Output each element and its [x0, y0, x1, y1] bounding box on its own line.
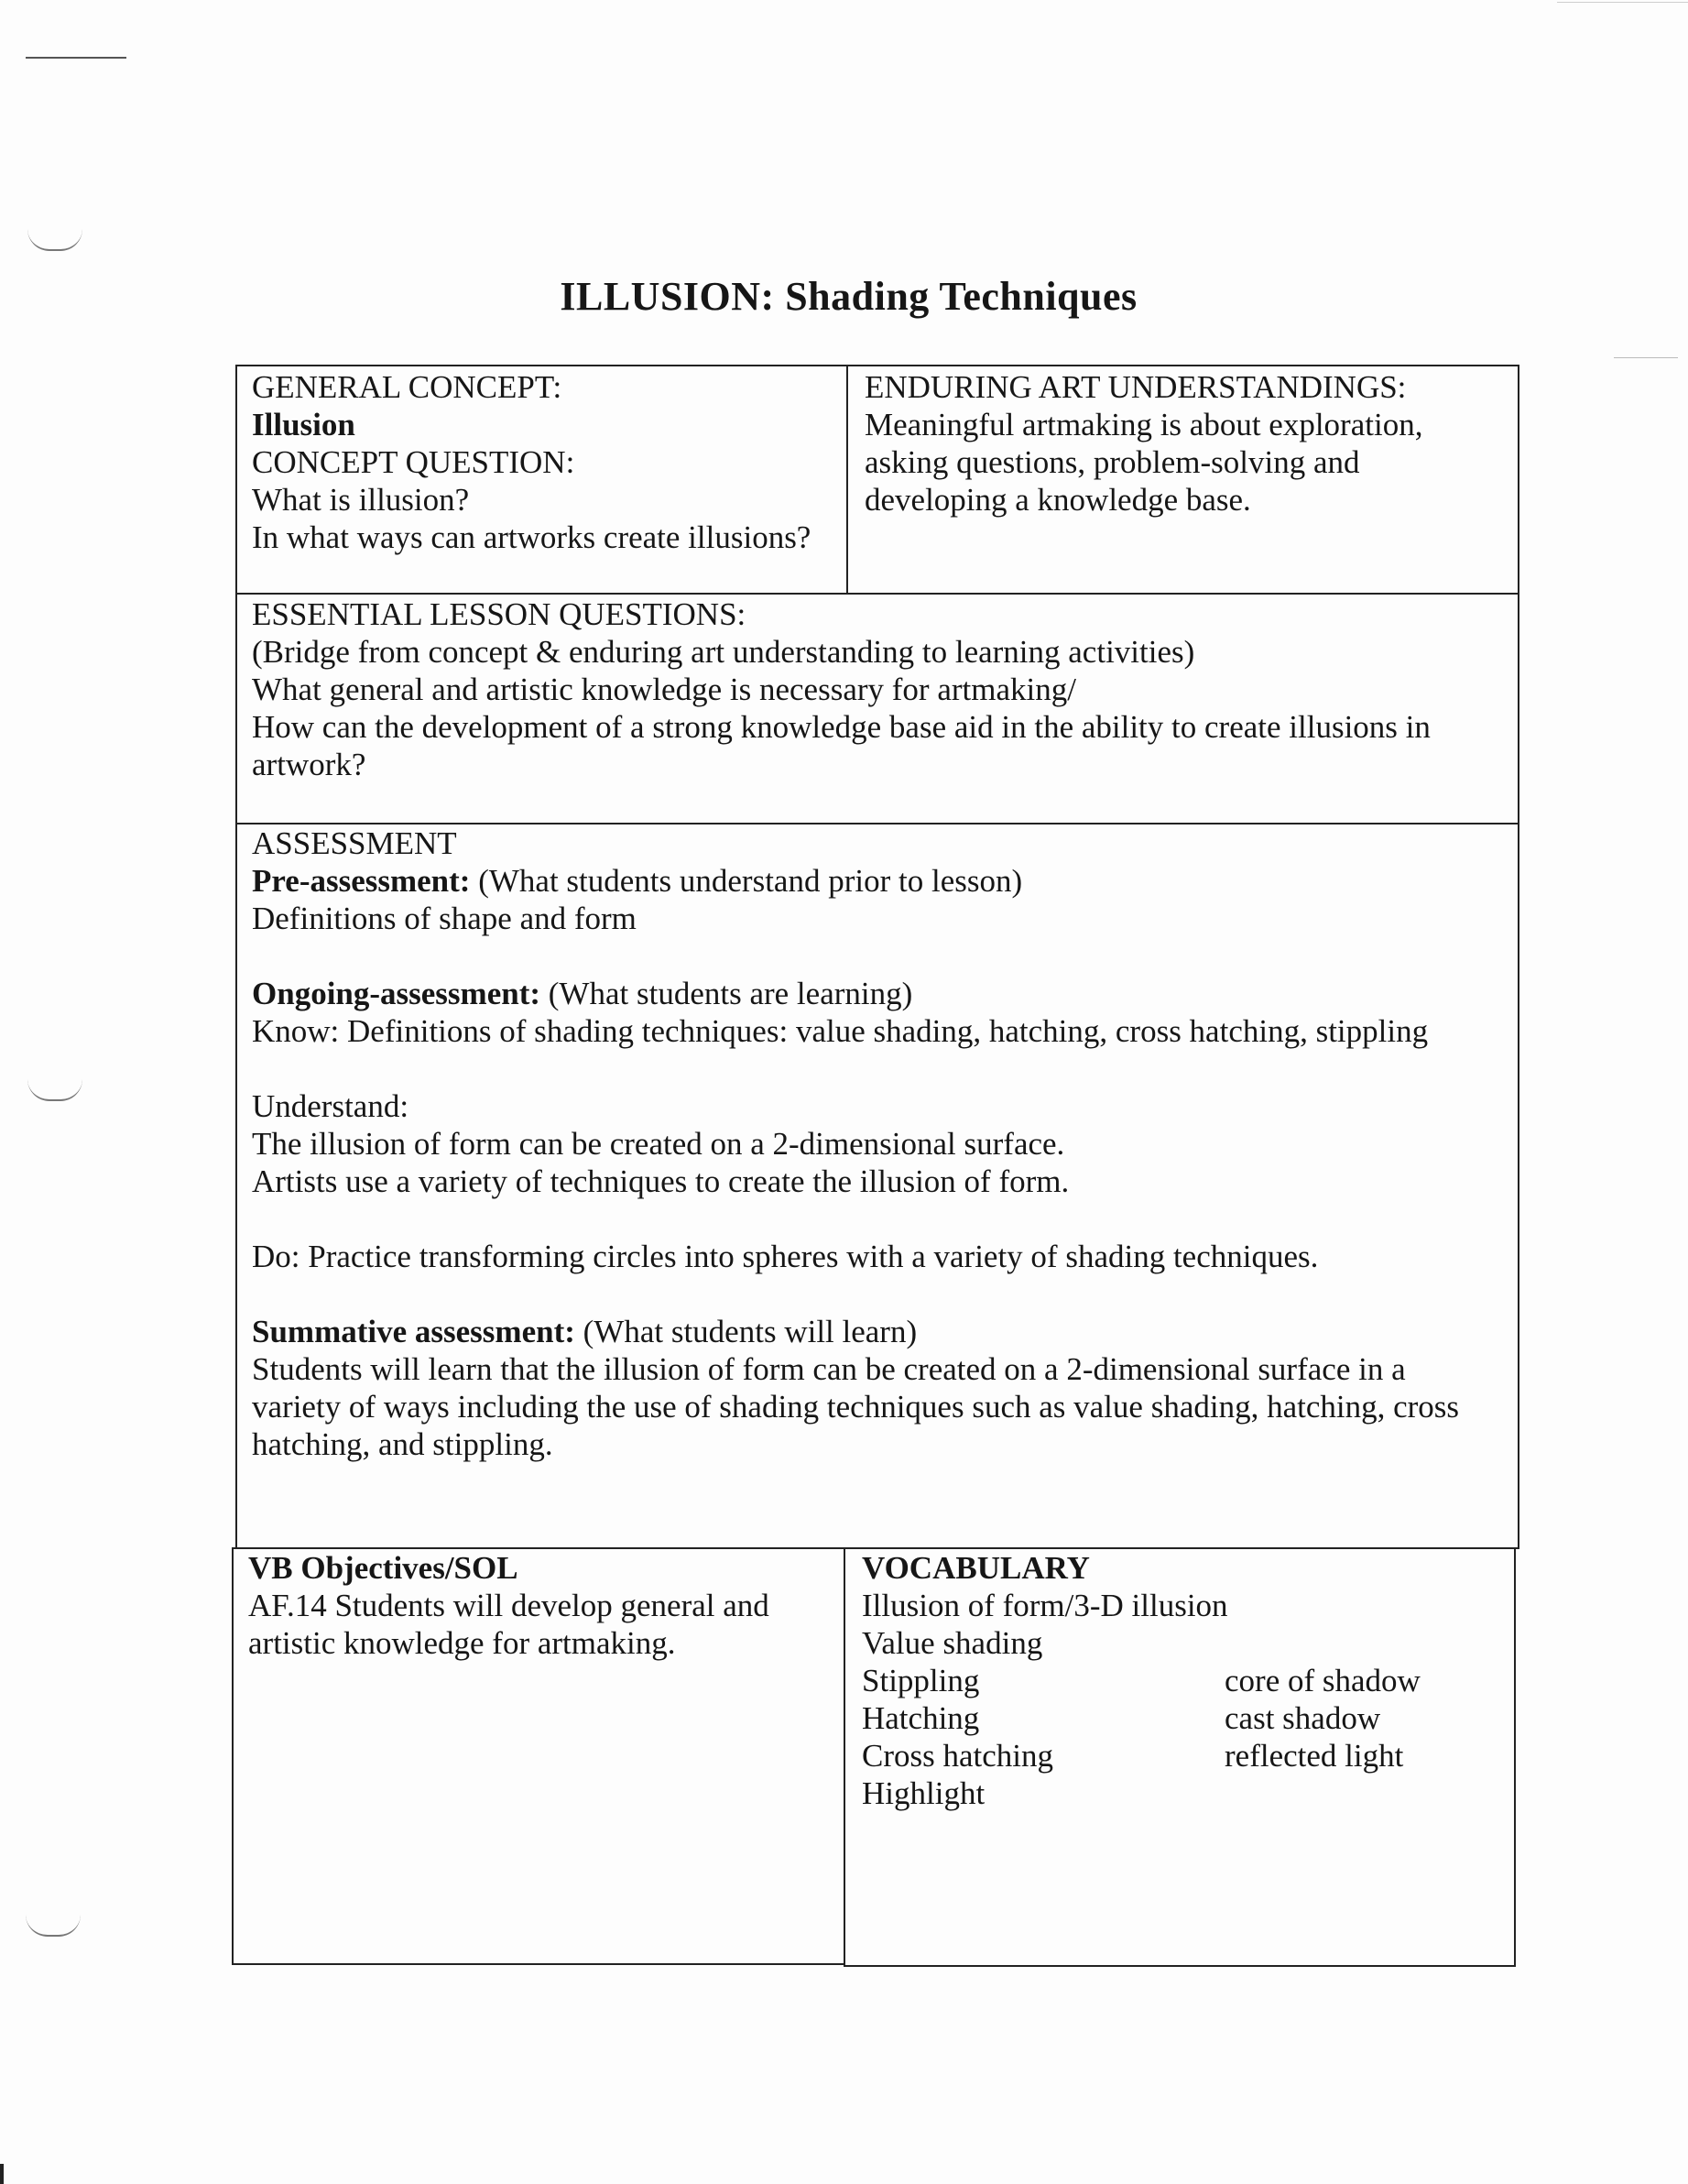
understand-line-2: Artists use a variety of techniques to create the illusion of form.: [252, 1163, 1070, 1199]
concept-question-heading: CONCEPT QUESTION:: [252, 444, 575, 480]
vocabulary-term: Highlight: [862, 1775, 986, 1811]
essential-line-1: (Bridge from concept & enduring art understanding to learning activities): [252, 634, 1195, 670]
enduring-line-2: asking questions, problem-solving and: [865, 444, 1360, 480]
concept-question-2: In what ways can artworks create illusions?: [252, 519, 811, 555]
vocabulary-term: cast shadow: [1225, 1700, 1381, 1736]
spacer: [252, 1275, 1503, 1313]
essential-line-2: What general and artistic knowledge is necessary for artmaking/: [252, 672, 1076, 707]
punch-hole-mark: [27, 1079, 82, 1101]
pre-assessment-text: Definitions of shape and form: [252, 901, 637, 936]
pre-assessment-label: Pre-assessment:: [252, 863, 471, 899]
ongoing-assessment-label: Ongoing-assessment:: [252, 976, 541, 1011]
summative-assessment-note: (What students will learn): [574, 1314, 918, 1349]
vocabulary-term: Stippling: [862, 1663, 980, 1698]
enduring-line-3: developing a knowledge base.: [865, 482, 1251, 518]
vocabulary-term: Value shading: [862, 1625, 1043, 1661]
vocabulary-term: core of shadow: [1225, 1663, 1421, 1698]
assessment-heading: ASSESSMENT: [252, 825, 457, 861]
vocabulary-term: Hatching: [862, 1700, 980, 1736]
enduring-heading: ENDURING ART UNDERSTANDINGS:: [865, 369, 1407, 405]
essential-questions-cell: [235, 593, 1519, 824]
objectives-heading: VB Objectives/SOL: [248, 1550, 518, 1586]
scan-mark: [26, 57, 126, 59]
objectives-line-1: AF.14 Students will develop general and: [248, 1588, 769, 1623]
punch-hole-mark: [26, 1915, 81, 1937]
summative-assessment-label: Summative assessment:: [252, 1314, 575, 1349]
scan-edge-mark: [0, 2164, 4, 2184]
spacer: [252, 1200, 1503, 1238]
scan-mark: [1557, 2, 1688, 3]
vocabulary-list-secondary: [1225, 1587, 1421, 1812]
general-concept-cell: [235, 365, 848, 595]
objectives-cell: [232, 1547, 845, 1965]
vocabulary-term: Illusion of form/3-D illusion: [862, 1588, 1228, 1623]
understand-line-1: The illusion of form can be created on a 2-dimensional surface.: [252, 1126, 1065, 1162]
summative-assessment-line: [252, 1313, 1503, 1350]
essential-line-3: How can the development of a strong knowledge base aid in the ability to create illusions in: [252, 709, 1431, 745]
enduring-line-1: Meaningful artmaking is about exploration,: [865, 407, 1423, 442]
vocabulary-term: reflected light: [1225, 1738, 1404, 1774]
do-text: Do: Practice transforming circles into spheres with a variety of shading techniques.: [252, 1239, 1319, 1274]
scan-mark: [1614, 357, 1678, 358]
vocabulary-heading: VOCABULARY: [862, 1550, 1090, 1586]
spacer: [252, 1050, 1503, 1087]
objectives-line-2: artistic knowledge for artmaking.: [248, 1625, 676, 1661]
concept-question-1: What is illusion?: [252, 482, 470, 518]
know-text: Know: Definitions of shading techniques: value shading, hatching, cross hatching, stippling: [252, 1013, 1429, 1049]
understand-label: Understand:: [252, 1088, 409, 1124]
vocabulary-term: Cross hatching: [862, 1738, 1054, 1774]
summative-line-2: variety of ways including the use of shading techniques such as value shading, hatching, cross: [252, 1389, 1460, 1425]
summative-line-1: Students will learn that the illusion of form can be created on a 2-dimensional surface in a: [252, 1351, 1406, 1387]
vocabulary-columns: [862, 1587, 1499, 1812]
general-concept-value: Illusion: [252, 407, 355, 442]
pre-assessment-note: (What students understand prior to lesson): [470, 863, 1023, 899]
page-title: ILLUSION: Shading Techniques: [560, 274, 1138, 319]
summative-line-3: hatching, and stippling.: [252, 1426, 553, 1462]
essential-line-4: artwork?: [252, 747, 366, 782]
vocabulary-list-primary: [862, 1587, 1228, 1812]
ongoing-assessment-note: (What students are learning): [540, 976, 913, 1011]
general-concept-heading: GENERAL CONCEPT:: [252, 369, 562, 405]
spacer: [252, 937, 1503, 975]
vocabulary-cell: [844, 1547, 1516, 1967]
essential-heading: ESSENTIAL LESSON QUESTIONS:: [252, 596, 746, 632]
ongoing-assessment-line: [252, 975, 1503, 1012]
punch-hole-mark: [27, 229, 82, 251]
pre-assessment-line: [252, 862, 1503, 900]
assessment-cell: [235, 823, 1519, 1549]
enduring-understandings-cell: [846, 365, 1519, 595]
